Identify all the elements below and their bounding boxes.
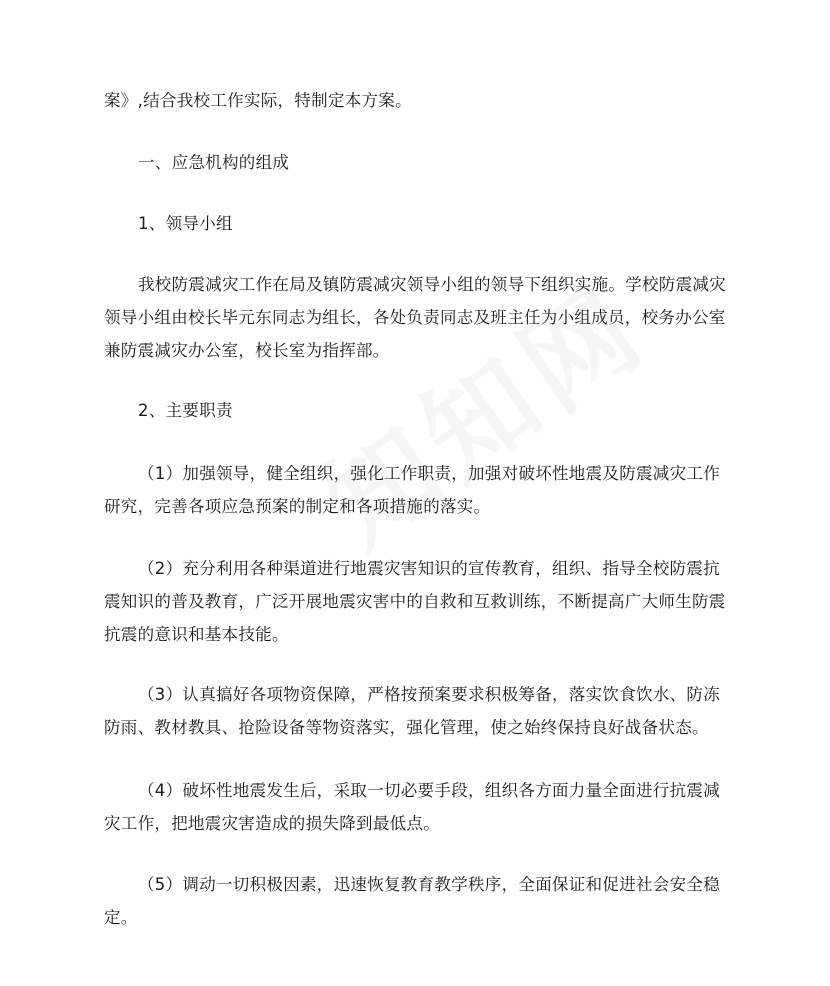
duty-item-2: （2）充分利用各种渠道进行地震灾害知识的宣传教育，组织、指导全校防震抗震知识的普及教育，广泛开展地震灾害中的自救和互救训练，不断提高广大师生防震抗震的意识和基本技能。 — [104, 559, 726, 644]
duty-item-5: （5）调动一切积极因素，迅速恢复教育教学秩序，全面保证和促进社会安全稳定。 — [104, 875, 720, 927]
subheading-leadership-group: 1、领导小组 — [138, 214, 233, 233]
section-heading-emergency-organization: 一、应急机构的组成 — [138, 153, 290, 172]
duty-item-3: （3）认真搞好各项物资保障，严格按预案要求积极筹备，落实饮食饮水、防冻防雨、教材教具、抢险设备等物资落实，强化管理，使之始终保持良好战备状态。 — [104, 685, 720, 737]
subheading-main-duties: 2、主要职责 — [138, 401, 233, 420]
duty-item-4: （4）破坏性地震发生后，采取一切必要手段，组织各方面力量全面进行抗震减灾工作，把地震灾害造成的损失降到最低点。 — [104, 781, 720, 833]
paragraph-intro-continuation: 案》,结合我校工作实际，特制定本方案。 — [104, 91, 412, 110]
paragraph-leadership-group: 我校防震减灾工作在局及镇防震减灾领导小组的领导下组织实施。学校防震减灾领导小组由校长毕元东同志为组长，各处负责同志及班主任为小组成员，校务办公室兼防震减灾办公室，校长室为指挥部。 — [104, 275, 726, 360]
duty-item-1: （1）加强领导，健全组织，强化工作职责，加强对破坏性地震及防震减灾工作研究，完善各项应急预案的制定和各项措施的落实。 — [104, 464, 720, 516]
